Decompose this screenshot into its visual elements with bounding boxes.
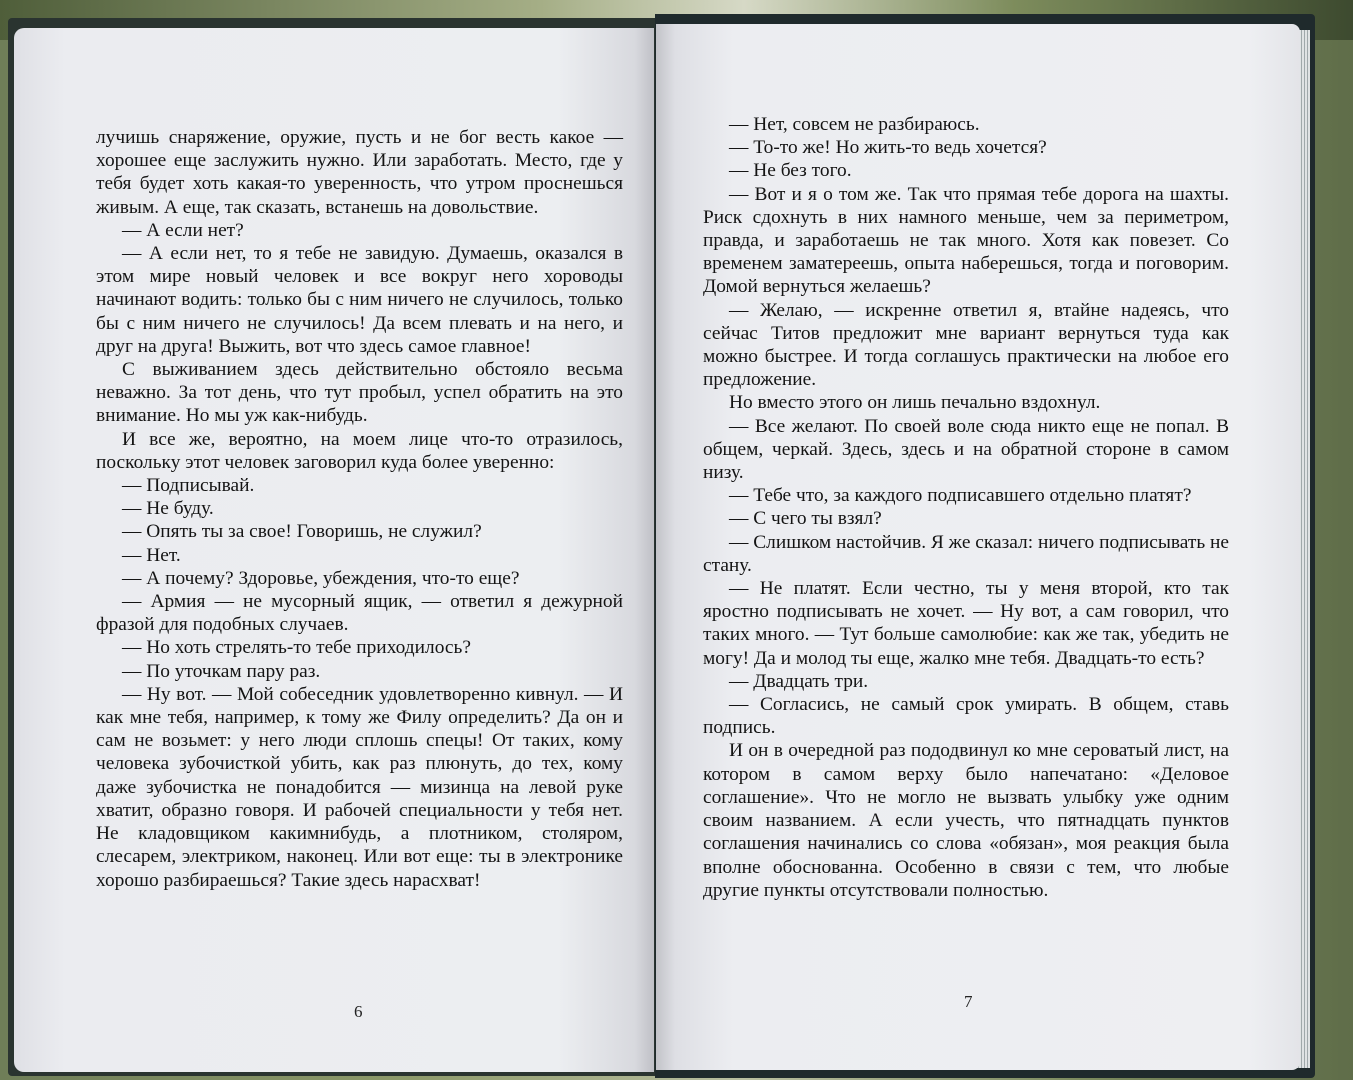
page-number-left: 6 bbox=[354, 1002, 363, 1021]
paragraph: — Согласись, не самый срок умирать. В общем, ставь подпись. bbox=[703, 694, 1229, 739]
paragraph: — Ну вот. — Мой собеседник удовлетворенно кивнул. — И как мне тебя, например, к тому же Филу определить? Да он и сам не возьмет: у него люди сплошь спецы! От таких, кому человека зубочисткой убить, как раз плюнуть, до тех, кому даже зубочистка не понадобится — мизинца на левой руке хватит, образно говоря. И рабочей специальности у тебя нет. Не кладовщиком какимнибудь, а плотником, столяром, слесарем, электриком, наконец. Или вот еще: ты в электронике хорошо разбираешься? Такие здесь нарасхват! bbox=[96, 683, 623, 891]
paragraph: — То-то же! Но жить-то ведь хочется? bbox=[729, 137, 1047, 159]
paragraph: Но вместо этого он лишь печально вздохнул. bbox=[729, 392, 1101, 414]
paragraph: — Двадцать три. bbox=[729, 670, 869, 692]
paragraph: — По уточкам пару раз. bbox=[122, 660, 321, 682]
paragraph: — Подписывай. bbox=[122, 475, 255, 497]
paragraph: — Но хоть стрелять-то тебе приходилось? bbox=[122, 637, 471, 659]
paragraph: — Слишком настойчив. Я же сказал: ничего подписывать не стану. bbox=[703, 531, 1230, 576]
paragraph: — Все желают. По своей воле сюда никто еще не попал. В общем, черкай. Здесь, здесь и на обратной стороне в самом низу. bbox=[703, 415, 1229, 484]
paragraph: — Не платят. Если честно, ты у меня второй, кто так яростно подписывать не хочет. — Ну вот, а сам говорил, что таких много. — Тут больше самолюбие: как же так, убедить не могу! Да и молод ты еще, жалко мне тебя. Двадцать-то есть? bbox=[703, 578, 1229, 669]
paragraph: — А если нет, то я тебе не завидую. Думаешь, оказался в этом мире новый человек и все вокруг него хороводы начинают водить: только бы с ним ничего не случилось, только бы с ним ничего не случилось! Да всем плевать и на него, и друг на друга! Выжить, вот что здесь самое главное! bbox=[96, 243, 623, 357]
paragraph: С выживанием здесь действительно обстояло весьма неважно. За тот день, что тут пробыл, успел обратить на это внимание. Но мы уж как-нибудь. bbox=[96, 359, 623, 427]
paragraph: — А если нет? bbox=[122, 219, 244, 241]
paragraph: — Тебе что, за каждого подписавшего отдельно платят? bbox=[729, 485, 1192, 507]
right-page-text bbox=[703, 113, 1229, 902]
paragraph: — Нет. bbox=[122, 544, 181, 566]
paragraph: — Армия — не мусорный ящик, — ответил я дежурной фразой для подобных случаев. bbox=[96, 591, 623, 636]
page-number-right: 7 bbox=[964, 992, 973, 1011]
paragraph: — Нет, совсем не разбираюсь. bbox=[729, 114, 980, 135]
paragraph: — С чего ты взял? bbox=[729, 508, 882, 530]
left-page-text bbox=[96, 126, 623, 892]
paragraph: И все же, вероятно, на моем лице что-то отразилось, поскольку этот человек заговорил куда более уверенно: bbox=[96, 428, 623, 473]
paragraph: — Желаю, — искренне ответил я, втайне надеясь, что сейчас Титов предложит мне вариант вернуться туда как можно быстрее. И тогда соглашусь практически на любое его предложение. bbox=[703, 299, 1229, 391]
paragraph: — Не без того. bbox=[729, 160, 852, 182]
paragraph: — А почему? Здоровье, убеждения, что-то еще? bbox=[122, 567, 520, 589]
paragraph: И он в очередной раз пододвинул ко мне сероватый лист, на котором в самом верху было напечатано: «Деловое соглашение». Что не могло не вызвать улыбку уже одним своим названием. А если учесть, что пятнадцать пунктов соглашения начинались со слова «обязан», моя реакция была вполне обоснованна. Особенно в связи с тем, что любые другие пункты отсутствовали полностью. bbox=[703, 740, 1229, 901]
paragraph: — Не буду. bbox=[122, 498, 214, 520]
paragraph: — Опять ты за свое! Говоришь, не служил? bbox=[122, 521, 482, 543]
paragraph: лучишь снаряжение, оружие, пусть и не бог весть какое — хорошее еще заслужить нужно. Или заработать. Место, где у тебя будет хоть какая-то уверенность, что утром проснешься живым. А еще, так сказать, встанешь на довольствие. bbox=[96, 127, 623, 218]
paragraph: — Вот и я о том же. Так что прямая тебе дорога на шахты. Риск сдохнуть в них намного меньше, чем за периметром, правда, и заработаешь не так много. Хотя как повезет. Со временем заматереешь, опыта наберешься, тогда и поговорим. Домой вернуться желаешь? bbox=[703, 183, 1229, 298]
